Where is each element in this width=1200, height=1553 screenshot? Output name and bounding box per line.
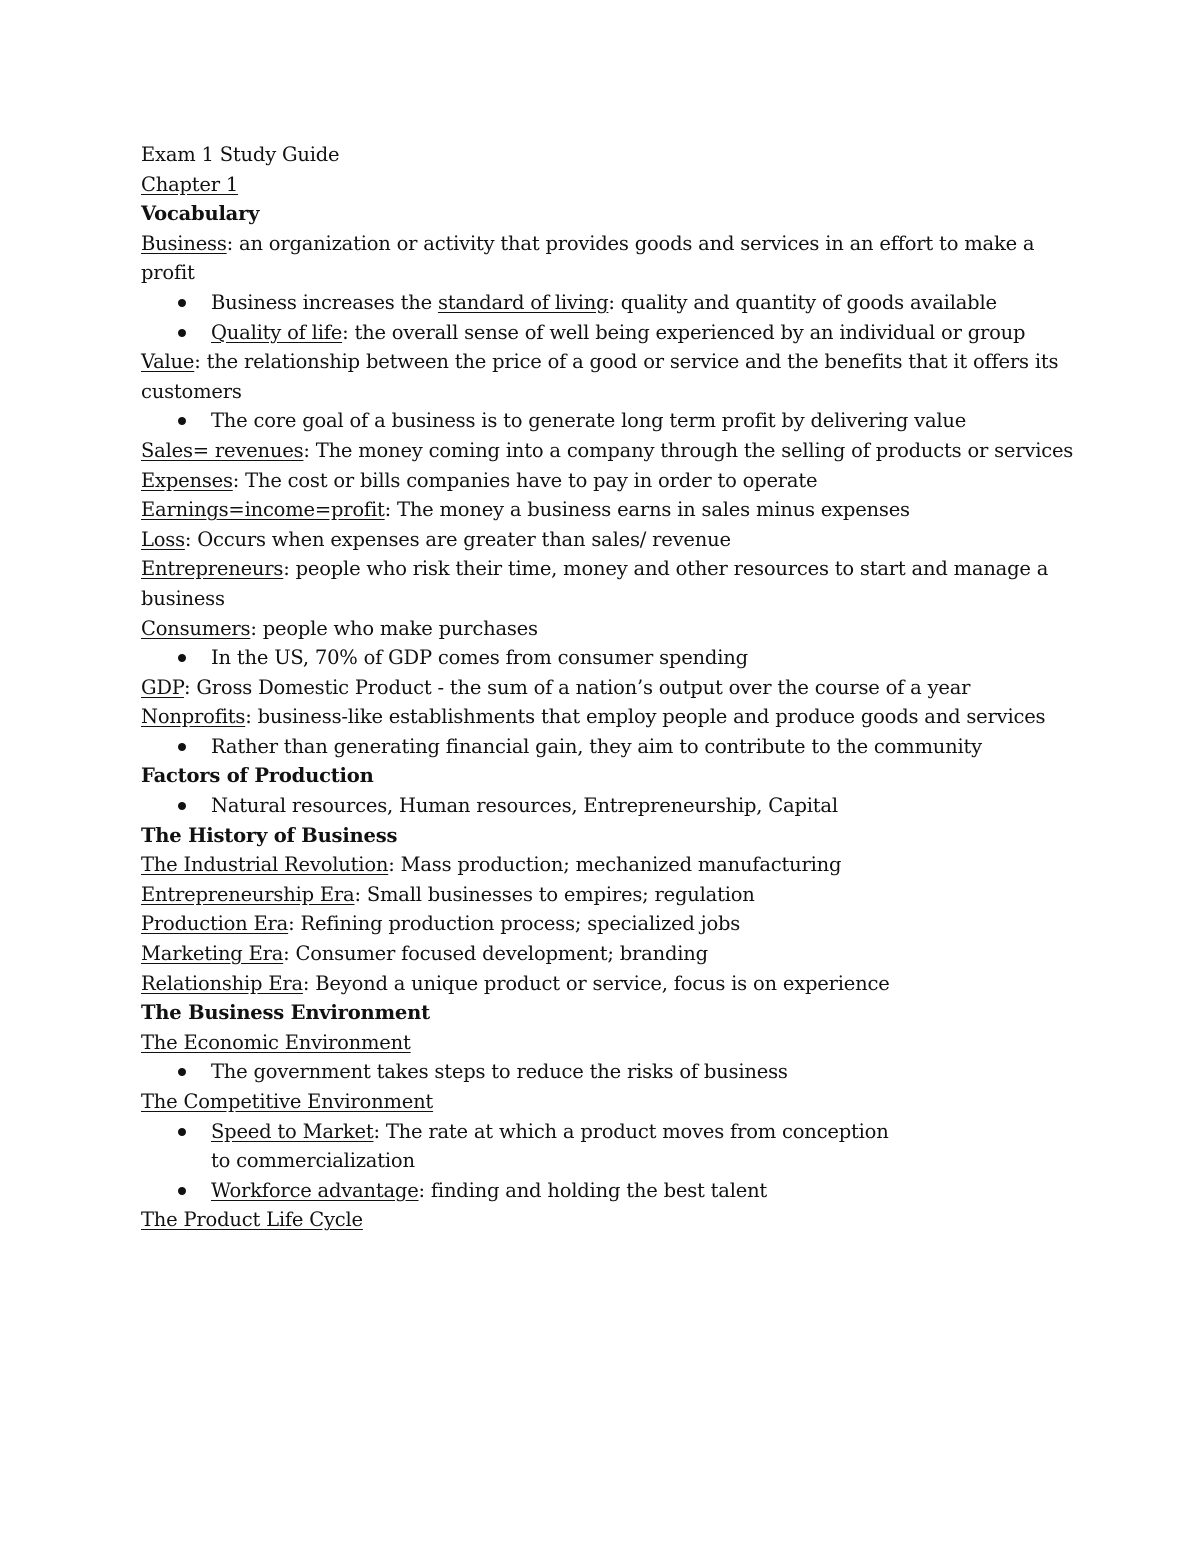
term-earnings: Earnings=income=profit [141, 498, 385, 522]
factors-bullets [141, 791, 1061, 821]
term-standard-of-living: standard of living [437, 290, 609, 314]
def-speed-to-market: : The rate at which a product moves from conception to commercialization [211, 1119, 889, 1173]
term-entrepreneurship-era: Entrepreneurship Era [141, 882, 355, 906]
term-workforce-advantage: Workforce advantage [211, 1178, 419, 1202]
chapter-label: Chapter 1 [141, 172, 239, 196]
definition-gdp [141, 673, 1061, 703]
definition-entrepreneurship-era [141, 880, 1061, 910]
bullet-consumer-spending-text: In the US, 70% of GDP comes from consumer spending [211, 646, 748, 670]
bullet-icon [178, 1068, 186, 1076]
term-marketing-era: Marketing Era [141, 942, 284, 966]
def-production-era: : Refining production process; specialized jobs [288, 912, 741, 936]
def-standard-of-living: : quality and quantity of goods available [608, 290, 997, 314]
bullet-workforce-advantage [211, 1176, 1061, 1206]
def-relationship-era: : Beyond a unique product or service, focus is on experience [302, 971, 890, 995]
def-entrepreneurship-era: : Small businesses to empires; regulation [354, 882, 755, 906]
term-expenses: Expenses [141, 468, 233, 492]
term-nonprofits: Nonprofits [141, 705, 246, 729]
term-gdp: GDP [141, 675, 185, 699]
term-speed-to-market: Speed to Market [211, 1119, 374, 1143]
bullet-core-goal [211, 406, 1061, 436]
environment-heading: The Business Environment [141, 1001, 430, 1025]
term-relationship-era: Relationship Era [141, 971, 303, 995]
vocabulary-heading: Vocabulary [141, 202, 260, 226]
bullet-core-goal-text: The core goal of a business is to generate long term profit by delivering value [211, 409, 967, 433]
bullet-quality-of-life [211, 318, 1061, 348]
bullet-standard-of-living [211, 288, 1061, 318]
economic-subheading-label: The Economic Environment [141, 1030, 411, 1054]
bullet-icon [178, 802, 186, 810]
def-sales: : The money coming into a company through the selling of products or services [303, 438, 1074, 462]
term-entrepreneurs: Entrepreneurs [141, 557, 284, 581]
term-consumers: Consumers [141, 616, 251, 640]
bullet-icon [178, 654, 186, 662]
bullet-icon [178, 1187, 186, 1195]
definition-value [141, 347, 1061, 406]
nonprofits-bullets [141, 732, 1061, 762]
definition-nonprofits [141, 702, 1061, 732]
definition-industrial [141, 850, 1061, 880]
consumers-bullets [141, 643, 1061, 673]
def-gdp: : Gross Domestic Product - the sum of a nation’s output over the course of a year [184, 675, 971, 699]
term-business: Business [141, 231, 227, 255]
factors-heading: Factors of Production [141, 764, 374, 788]
competitive-subheading [141, 1087, 1061, 1117]
bullet-speed-to-market [211, 1117, 911, 1176]
bullet-community [211, 732, 1061, 762]
bullet-icon [178, 299, 186, 307]
definition-consumers [141, 614, 1061, 644]
definition-sales [141, 436, 1074, 466]
bullet-government-text: The government takes steps to reduce the risks of business [211, 1060, 788, 1084]
def-quality-of-life: : the overall sense of well being experienced by an individual or group [342, 320, 1026, 344]
value-bullets [141, 406, 1061, 436]
term-quality-of-life: Quality of life [211, 320, 343, 344]
def-consumers: : people who make purchases [250, 616, 538, 640]
bullet-government [211, 1057, 1061, 1087]
plc-subheading [141, 1205, 1061, 1235]
economic-subheading [141, 1028, 1061, 1058]
definition-relationship-era [141, 969, 1061, 999]
term-sales: Sales= revenues [141, 438, 304, 462]
definition-earnings [141, 495, 1061, 525]
def-marketing-era: : Consumer focused development; branding [283, 942, 708, 966]
term-value: Value [141, 350, 195, 374]
competitive-bullets [141, 1117, 1061, 1206]
bullet-icon [178, 1128, 186, 1136]
definition-expenses [141, 466, 1061, 496]
definition-business [141, 229, 1061, 288]
chapter-heading [141, 170, 1061, 200]
document-body [141, 140, 1074, 1235]
def-value: : the relationship between the price of a good or service and the benefits that it offers its customers [141, 350, 1059, 403]
def-business: : an organization or activity that provides goods and services in an effort to make a profit [141, 231, 1035, 285]
business-bullets [141, 288, 1061, 347]
def-expenses: : The cost or bills companies have to pay in order to operate [232, 468, 818, 492]
term-industrial: The Industrial Revolution [141, 853, 389, 877]
bullet-factors [211, 791, 1061, 821]
definition-entrepreneurs [141, 554, 1061, 613]
term-production-era: Production Era [141, 912, 289, 936]
bullet-community-text: Rather than generating financial gain, they aim to contribute to the community [211, 734, 982, 758]
bullet-consumer-spending [211, 643, 1061, 673]
bullet-factors-text: Natural resources, Human resources, Entrepreneurship, Capital [211, 794, 838, 818]
def-industrial: : Mass production; mechanized manufacturing [388, 853, 842, 877]
def-earnings: : The money a business earns in sales minus expenses [384, 498, 910, 522]
def-entrepreneurs: : people who risk their time, money and other resources to start and manage a business [141, 557, 1049, 610]
document-title: Exam 1 Study Guide [141, 143, 340, 166]
definition-marketing-era [141, 939, 1061, 969]
definition-loss [141, 525, 1061, 555]
bullet-icon [178, 329, 186, 337]
economic-bullets [141, 1057, 1061, 1087]
definition-production-era [141, 909, 1061, 939]
def-loss: : Occurs when expenses are greater than sales/ revenue [184, 527, 731, 551]
term-loss: Loss [141, 527, 185, 551]
bullet-icon [178, 743, 186, 751]
bullet-icon [178, 417, 186, 425]
history-heading: The History of Business [141, 823, 398, 847]
competitive-subheading-label: The Competitive Environment [141, 1090, 434, 1113]
plc-subheading-label: The Product Life Cycle [141, 1208, 363, 1232]
def-nonprofits: : business-like establishments that employ people and produce goods and services [245, 705, 1046, 729]
bullet-text-pre: Business increases the [211, 290, 438, 314]
def-workforce-advantage: : finding and holding the best talent [418, 1178, 768, 1202]
